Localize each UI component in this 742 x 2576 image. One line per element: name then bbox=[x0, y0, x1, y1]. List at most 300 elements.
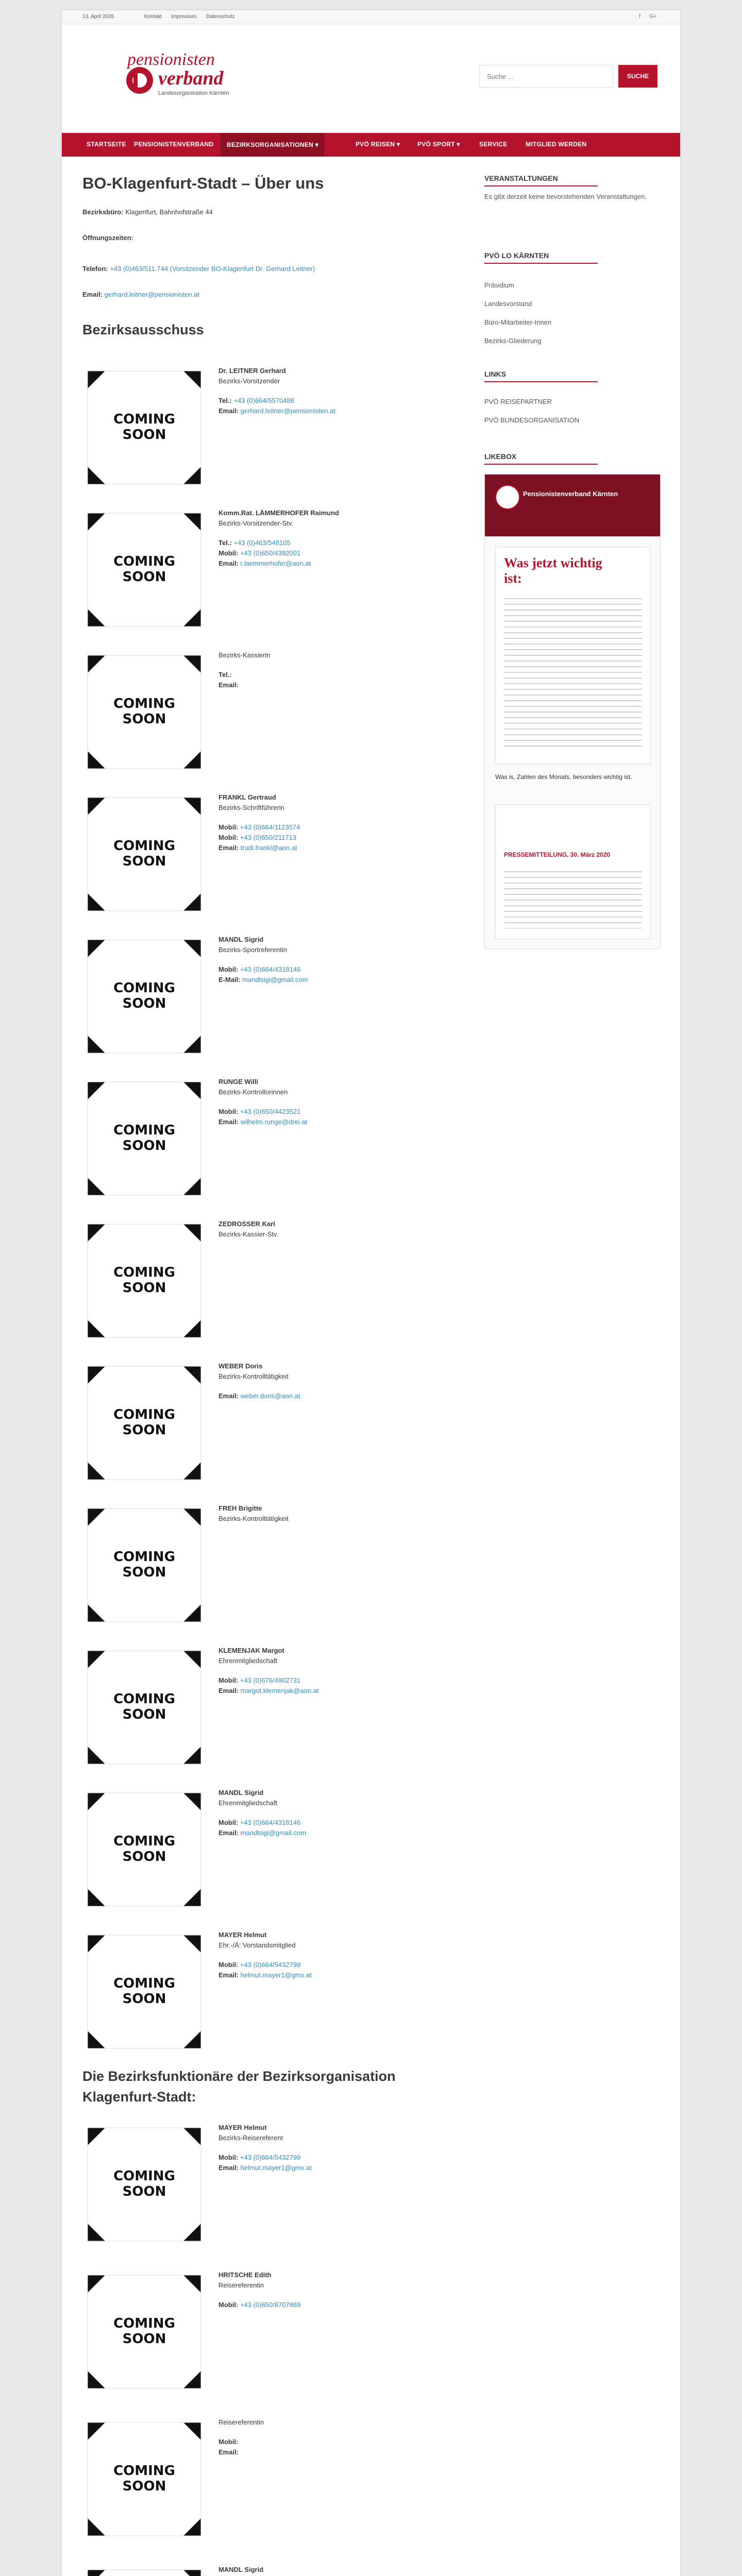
member-role: Bezirks-Kassier-Stv. bbox=[218, 1230, 279, 1238]
corner-mark bbox=[88, 655, 105, 673]
corner-mark bbox=[88, 1082, 105, 1099]
contact-line bbox=[218, 1686, 528, 1696]
member-info bbox=[218, 2565, 528, 2576]
contact-line bbox=[218, 833, 528, 843]
corner-mark bbox=[88, 371, 105, 388]
member-card bbox=[82, 2123, 536, 2257]
logo-graphic bbox=[120, 46, 275, 103]
contact-label: Email: bbox=[218, 681, 239, 689]
contact-line bbox=[218, 1117, 528, 1127]
topbar-link-impressum[interactable]: Impressum bbox=[171, 14, 197, 20]
sidebar-link-landesvorstand[interactable]: Landesvorstand bbox=[484, 300, 532, 308]
contact-label: E-Mail: bbox=[218, 976, 241, 984]
member-name: ZEDROSSER Karl bbox=[218, 1220, 275, 1228]
corner-mark bbox=[88, 513, 105, 531]
member-card bbox=[82, 366, 536, 500]
contact-label: Tel.: bbox=[218, 671, 232, 679]
topbar-link-datenschutz[interactable]: Datenschutz bbox=[206, 14, 235, 20]
member-card bbox=[82, 2565, 536, 2576]
sidebar-likebox-title: LIKEBOX bbox=[484, 452, 598, 465]
section-title-bezirksausschuss: Bezirksausschuss bbox=[82, 322, 204, 337]
nav-pvo-reisen-label: PVÖ REISEN bbox=[356, 141, 395, 148]
contact-value[interactable]: +43 (0)650/4392001 bbox=[240, 549, 301, 557]
coming-soon-placeholder bbox=[82, 1077, 206, 1200]
coming-soon-placeholder bbox=[82, 1503, 206, 1627]
email-label: Email: bbox=[82, 291, 103, 298]
coming-soon-line2: SOON bbox=[122, 854, 166, 869]
member-card bbox=[82, 935, 536, 1069]
member-card bbox=[82, 1503, 536, 1637]
nav-bezirksorganisationen-label: BEZIRKSORGANISATIONEN bbox=[227, 141, 314, 148]
coming-soon-line1: COMING bbox=[113, 1407, 175, 1422]
coming-soon-line2: SOON bbox=[122, 1849, 166, 1865]
member-photo bbox=[82, 508, 206, 632]
contact-value[interactable]: +43 (0)463/548105 bbox=[233, 539, 291, 547]
member-name: WEBER Doris bbox=[218, 1362, 263, 1370]
contact-value[interactable]: helmut.mayer1@gmx.at bbox=[240, 2164, 312, 2172]
fb-post-headline: Was jetzt wichtig ist: bbox=[504, 555, 602, 586]
logo-line2: verband bbox=[158, 67, 224, 89]
member-card bbox=[82, 792, 536, 926]
member-role: Bezirks-Schriftführerin bbox=[218, 804, 284, 811]
coming-soon-line2: SOON bbox=[122, 1422, 166, 1438]
member-photo bbox=[82, 1077, 206, 1200]
contact-value[interactable]: +43 (0)664/5570488 bbox=[233, 397, 294, 404]
nav-pensionistenverband[interactable]: PENSIONISTENVERBAND bbox=[134, 141, 214, 148]
corner-mark bbox=[183, 1082, 201, 1099]
sidebar-links-title: LINKS bbox=[484, 370, 598, 382]
member-photo bbox=[82, 366, 206, 489]
fb-page-name[interactable]: Pensionistenverband Kärnten bbox=[523, 490, 618, 498]
coming-soon-line1: COMING bbox=[113, 2316, 175, 2331]
placeholder-frame bbox=[88, 2570, 201, 2576]
member-role: Bezirks-Vorsitzender bbox=[218, 377, 280, 385]
member-info bbox=[218, 1503, 528, 1533]
contact-value[interactable]: +43 (0)664/4318146 bbox=[240, 1819, 301, 1826]
contact-label: Mobil: bbox=[218, 2301, 239, 2309]
contact-value[interactable]: +43 (0)650/4423521 bbox=[240, 1108, 301, 1115]
member-info bbox=[218, 935, 528, 985]
corner-mark bbox=[183, 940, 201, 957]
corner-mark bbox=[88, 1935, 105, 1953]
member-card bbox=[82, 2417, 536, 2551]
contact-line bbox=[218, 2163, 528, 2173]
member-info bbox=[218, 1219, 528, 1249]
contact-value[interactable]: +43 (0)650/8707869 bbox=[240, 2301, 301, 2309]
corner-mark bbox=[183, 2031, 201, 2048]
corner-mark bbox=[183, 2518, 201, 2536]
search-input[interactable] bbox=[479, 65, 613, 88]
coming-soon-line2: SOON bbox=[122, 1280, 166, 1296]
sidebar-pvo-title: PVÖ LO KÄRNTEN bbox=[484, 251, 598, 264]
contact-line bbox=[218, 1391, 528, 1401]
corner-mark bbox=[183, 2371, 201, 2388]
corner-mark bbox=[183, 1604, 201, 1622]
contact-label: Tel.: bbox=[218, 397, 232, 404]
sidebar-events-title: VERANSTALTUNGEN bbox=[484, 174, 598, 187]
corner-mark bbox=[88, 467, 105, 484]
coming-soon-line2: SOON bbox=[122, 711, 166, 727]
hours-label-text: Öffnungszeiten: bbox=[82, 234, 133, 242]
coming-soon-placeholder bbox=[82, 1219, 206, 1343]
member-photo bbox=[82, 935, 206, 1058]
coming-soon-line2: SOON bbox=[122, 2184, 166, 2199]
coming-soon-placeholder bbox=[82, 1361, 206, 1485]
contact-line bbox=[218, 558, 528, 569]
office-info bbox=[82, 208, 213, 216]
member-role: Reisereferentin bbox=[218, 2281, 264, 2289]
contact-value[interactable]: +43 (0)650/211713 bbox=[240, 834, 297, 841]
contact-line bbox=[218, 548, 528, 558]
phone-link[interactable]: +43 (0)463/511.744 (Vorsitzender BO-Klagenfurt Dr. Gerhard Leitner) bbox=[110, 265, 315, 273]
contact-label: Email: bbox=[218, 1687, 239, 1694]
coming-soon-line2: SOON bbox=[122, 427, 166, 443]
sidebar-link-bezirke[interactable]: Bezirks-Gliederung bbox=[484, 337, 542, 345]
member-role: Bezirks-Kassierin bbox=[218, 651, 271, 659]
contact-line bbox=[218, 2300, 528, 2310]
fb-post2-text-lines bbox=[504, 867, 642, 928]
coming-soon-line2: SOON bbox=[122, 1991, 166, 2007]
member-info bbox=[218, 1361, 528, 1401]
member-photo bbox=[82, 650, 206, 774]
contact-line bbox=[218, 1828, 528, 1838]
member-photo bbox=[82, 1788, 206, 1911]
member-role: Bezirks-Reisereferent bbox=[218, 2134, 283, 2142]
contact-value[interactable]: margot.klemenjak@aon.at bbox=[240, 1687, 319, 1694]
corner-mark bbox=[88, 1604, 105, 1622]
coming-soon-placeholder bbox=[82, 1788, 206, 1911]
member-photo bbox=[82, 2123, 206, 2246]
corner-mark bbox=[183, 1320, 201, 1337]
corner-mark bbox=[88, 1793, 105, 1810]
contact-label: Email: bbox=[218, 407, 239, 415]
contact-label: Email: bbox=[218, 844, 239, 852]
nav-service[interactable]: SERVICE bbox=[479, 141, 508, 148]
member-card bbox=[82, 650, 536, 784]
contact-label: Tel.: bbox=[218, 539, 232, 547]
coming-soon-line1: COMING bbox=[113, 412, 175, 427]
coming-soon-line1: COMING bbox=[113, 1976, 175, 1991]
member-photo bbox=[82, 1503, 206, 1627]
corner-mark bbox=[88, 2371, 105, 2388]
corner-mark bbox=[183, 1036, 201, 1053]
corner-mark bbox=[183, 1224, 201, 1242]
member-photo bbox=[82, 1361, 206, 1485]
email-info bbox=[82, 291, 199, 298]
corner-mark bbox=[88, 2031, 105, 2048]
fb-post-image bbox=[495, 547, 651, 764]
contact-label: Mobil: bbox=[218, 1961, 239, 1969]
corner-mark bbox=[183, 1793, 201, 1810]
member-role: Bezirks-Vorsitzender-Stv. bbox=[218, 519, 293, 527]
topbar-link-kontakt[interactable]: Kontakt bbox=[144, 14, 162, 20]
phone-info bbox=[82, 265, 315, 273]
corner-mark bbox=[183, 467, 201, 484]
member-role: Bezirks-Sportreferentin bbox=[218, 946, 287, 954]
member-info bbox=[218, 2270, 528, 2310]
coming-soon-placeholder bbox=[82, 650, 206, 774]
member-info bbox=[218, 2123, 528, 2173]
member-photo bbox=[82, 1219, 206, 1343]
member-card bbox=[82, 508, 536, 642]
corner-mark bbox=[88, 2275, 105, 2293]
contact-label: Email: bbox=[218, 1392, 239, 1400]
corner-mark bbox=[88, 2224, 105, 2241]
contact-line bbox=[218, 406, 528, 416]
member-role: Ehrenmitgliedschaft bbox=[218, 1657, 278, 1665]
corner-mark bbox=[183, 1366, 201, 1384]
top-bar bbox=[62, 10, 680, 24]
sidebar-link-reisepartner[interactable]: PVÖ REISEPARTNER bbox=[484, 398, 552, 405]
member-name: MANDL Sigrid bbox=[218, 936, 264, 943]
contact-line bbox=[218, 1970, 528, 1980]
contact-label: Email: bbox=[218, 560, 239, 567]
coming-soon-line1: COMING bbox=[113, 1549, 175, 1565]
member-name: HRITSCHE Edith bbox=[218, 2271, 272, 2279]
contact-line bbox=[218, 1960, 528, 1970]
member-photo bbox=[82, 2565, 206, 2576]
contact-value[interactable]: weber.doris@aon.at bbox=[240, 1392, 300, 1400]
coming-soon-line1: COMING bbox=[113, 1123, 175, 1138]
contact-line bbox=[218, 1818, 528, 1828]
corner-mark bbox=[183, 1509, 201, 1526]
corner-mark bbox=[183, 1462, 201, 1480]
member-info bbox=[218, 508, 528, 569]
contact-line bbox=[218, 396, 528, 406]
member-role: Ehrenmitgliedschaft bbox=[218, 1799, 278, 1807]
coming-soon-line2: SOON bbox=[122, 1707, 166, 1722]
corner-mark bbox=[88, 1366, 105, 1384]
member-name: KLEMENJAK Margot bbox=[218, 1647, 284, 1654]
corner-mark bbox=[88, 751, 105, 769]
member-info bbox=[218, 792, 528, 853]
logo-tagline: Landesorganisation Kärnten bbox=[158, 90, 229, 96]
contact-label: Mobil: bbox=[218, 965, 239, 973]
facebook-icon[interactable]: f bbox=[639, 13, 641, 20]
contact-value[interactable]: +43 (0)664/1123574 bbox=[240, 823, 300, 831]
coming-soon-placeholder bbox=[82, 2270, 206, 2394]
contact-line bbox=[218, 2437, 528, 2447]
sidebar-link-buero[interactable]: Büro-Mitarbeiter-Innen bbox=[484, 318, 552, 326]
coming-soon-line1: COMING bbox=[113, 838, 175, 854]
member-card bbox=[82, 1930, 536, 2064]
corner-mark bbox=[88, 893, 105, 911]
contact-label: Mobil: bbox=[218, 1676, 239, 1684]
member-photo bbox=[82, 1646, 206, 1769]
corner-mark bbox=[183, 2224, 201, 2241]
corner-mark bbox=[88, 2570, 105, 2576]
nav-pvo-reisen[interactable]: PVÖ REISEN ▾ bbox=[356, 141, 400, 148]
coming-soon-line1: COMING bbox=[113, 980, 175, 996]
member-card bbox=[82, 1077, 536, 1211]
member-name: MANDL Sigrid bbox=[218, 2566, 264, 2573]
sidebar-events-text: Es gibt derzeit keine bevorstehenden Veranstaltungen. bbox=[484, 193, 647, 200]
coming-soon-line2: SOON bbox=[122, 569, 166, 585]
nav-bezirksorganisationen[interactable]: BEZIRKSORGANISATIONEN ▾ bbox=[221, 133, 325, 157]
contact-label: Email: bbox=[218, 2448, 239, 2456]
coming-soon-line2: SOON bbox=[122, 1138, 166, 1154]
contact-value[interactable]: +43 (0)664/5432799 bbox=[240, 1961, 301, 1969]
logo-line1: pensionisten bbox=[127, 50, 215, 69]
page-container bbox=[62, 10, 680, 2576]
corner-mark bbox=[88, 609, 105, 626]
contact-line bbox=[218, 975, 528, 985]
phone-label: Telefon: bbox=[82, 265, 108, 273]
member-name: Dr. LEITNER Gerhard bbox=[218, 367, 286, 375]
member-role: Bezirks-Kontrollorinnen bbox=[218, 1088, 288, 1096]
hours-label bbox=[82, 234, 133, 242]
coming-soon-placeholder bbox=[82, 935, 206, 1058]
contact-label: Email: bbox=[218, 1971, 239, 1979]
contact-line bbox=[218, 1107, 528, 1117]
corner-mark bbox=[88, 1036, 105, 1053]
contact-value[interactable]: trudi.frankl@aon.at bbox=[240, 844, 297, 852]
coming-soon-line1: COMING bbox=[113, 1691, 175, 1707]
coming-soon-line1: COMING bbox=[113, 2168, 175, 2184]
coming-soon-placeholder bbox=[82, 1646, 206, 1769]
contact-value[interactable]: mandlsigi@gmail.com bbox=[240, 1829, 306, 1837]
fb-page-avatar bbox=[495, 485, 520, 510]
corner-mark bbox=[88, 1509, 105, 1526]
member-photo bbox=[82, 792, 206, 916]
coming-soon-line2: SOON bbox=[122, 2479, 166, 2494]
nav-mitglied-werden[interactable]: MITGLIED WERDEN bbox=[526, 141, 587, 148]
corner-mark bbox=[88, 1320, 105, 1337]
member-name: MANDL Sigrid bbox=[218, 1789, 264, 1797]
corner-mark bbox=[183, 371, 201, 388]
contact-line bbox=[218, 822, 528, 833]
contact-value[interactable]: +43 (0)664/4318146 bbox=[240, 965, 301, 973]
contact-line bbox=[218, 538, 528, 548]
sidebar-link-bundesorganisation[interactable]: PVÖ BUNDESORGANISATION bbox=[484, 416, 579, 424]
member-info bbox=[218, 2417, 528, 2458]
coming-soon-line2: SOON bbox=[122, 996, 166, 1011]
corner-mark bbox=[183, 1935, 201, 1953]
coming-soon-placeholder bbox=[82, 1930, 206, 2054]
member-card bbox=[82, 1788, 536, 1922]
coming-soon-line1: COMING bbox=[113, 1265, 175, 1280]
member-card bbox=[82, 1646, 536, 1780]
contact-value[interactable]: r.laemmerhofer@aon.at bbox=[240, 560, 311, 567]
member-card bbox=[82, 1361, 536, 1495]
corner-mark bbox=[88, 798, 105, 815]
coming-soon-placeholder bbox=[82, 2417, 206, 2541]
member-name: Komm.Rat. LÄMMERHOFER Raimund bbox=[218, 509, 339, 517]
corner-mark bbox=[88, 1178, 105, 1195]
contact-label: Mobil: bbox=[218, 1108, 239, 1115]
fb-post2-image bbox=[495, 804, 651, 939]
nav-pvo-sport-label: PVÖ SPORT bbox=[417, 141, 455, 148]
member-info bbox=[218, 1930, 528, 1980]
corner-mark bbox=[88, 1224, 105, 1242]
section-title-funktionaere: Die Bezirksfunktionäre der Bezirksorganisation Klagenfurt-Stadt: bbox=[82, 2069, 396, 2105]
site-logo[interactable] bbox=[120, 46, 275, 103]
coming-soon-line1: COMING bbox=[113, 696, 175, 711]
office-value: Klagenfurt, Bahnhofstraße 44 bbox=[125, 208, 213, 216]
member-info bbox=[218, 1077, 528, 1127]
corner-mark bbox=[183, 1889, 201, 1906]
contact-line bbox=[218, 680, 528, 690]
member-name: FRANKL Gertraud bbox=[218, 793, 276, 801]
coming-soon-placeholder bbox=[82, 2123, 206, 2246]
coming-soon-line2: SOON bbox=[122, 2331, 166, 2347]
facebook-likebox[interactable] bbox=[484, 474, 661, 949]
corner-mark bbox=[88, 1747, 105, 1764]
corner-mark bbox=[183, 1747, 201, 1764]
nav-pvo-sport[interactable]: PVÖ SPORT ▾ bbox=[417, 141, 460, 148]
coming-soon-placeholder bbox=[82, 792, 206, 916]
contact-label: Email: bbox=[218, 2164, 239, 2172]
corner-mark bbox=[88, 1651, 105, 1668]
contact-label: Mobil: bbox=[218, 2438, 239, 2446]
member-photo bbox=[82, 2417, 206, 2541]
fb-post-text-lines bbox=[504, 594, 642, 748]
corner-mark bbox=[88, 1889, 105, 1906]
coming-soon-line1: COMING bbox=[113, 2463, 175, 2479]
contact-value[interactable]: +43 (0)676/4902731 bbox=[240, 1676, 301, 1684]
contact-value[interactable]: gerhard.leitner@pensionisten.at bbox=[240, 407, 336, 415]
contact-line bbox=[218, 843, 528, 853]
corner-mark bbox=[183, 2128, 201, 2145]
corner-mark bbox=[183, 751, 201, 769]
member-role: Reisereferentin bbox=[218, 2418, 264, 2426]
coming-soon-line1: COMING bbox=[113, 554, 175, 569]
corner-mark bbox=[88, 1462, 105, 1480]
coming-soon-placeholder bbox=[82, 366, 206, 489]
member-name: MAYER Helmut bbox=[218, 1931, 267, 1939]
contact-label: Email: bbox=[218, 1829, 239, 1837]
corner-mark bbox=[183, 1178, 201, 1195]
sidebar-link-praesidium[interactable]: Präsidium bbox=[484, 281, 514, 289]
contact-value[interactable]: wilhelm.runge@drei.at bbox=[240, 1118, 308, 1126]
contact-value[interactable]: mandlsigi@gmail.com bbox=[242, 976, 308, 984]
contact-value[interactable]: helmut.mayer1@gmx.at bbox=[240, 1971, 312, 1979]
fb-press-title: PRESSEMITTEILUNG, 30. März 2020 bbox=[504, 851, 611, 858]
coming-soon-line1: COMING bbox=[113, 1834, 175, 1849]
main-navigation bbox=[62, 133, 680, 157]
contact-label: Mobil: bbox=[218, 834, 239, 841]
member-card bbox=[82, 2270, 536, 2404]
email-link[interactable]: gerhard.leitner@pensionisten.at bbox=[104, 291, 200, 298]
nav-startseite[interactable]: STARTSEITE bbox=[87, 141, 126, 148]
corner-mark bbox=[183, 2275, 201, 2293]
coming-soon-placeholder bbox=[82, 508, 206, 632]
member-info bbox=[218, 650, 528, 690]
member-photo bbox=[82, 2270, 206, 2394]
member-photo bbox=[82, 1930, 206, 2054]
contact-line bbox=[218, 964, 528, 975]
office-label: Bezirksbüro: bbox=[82, 208, 124, 216]
member-name: FREH Brigitte bbox=[218, 1504, 262, 1512]
contact-label: Mobil: bbox=[218, 823, 239, 831]
current-date: 13. April 2026 bbox=[82, 14, 114, 20]
corner-mark bbox=[88, 2518, 105, 2536]
corner-mark bbox=[88, 2422, 105, 2440]
googleplus-icon[interactable]: G+ bbox=[649, 13, 657, 20]
contact-label: Mobil: bbox=[218, 2154, 239, 2161]
contact-label: Email: bbox=[218, 1118, 239, 1126]
coming-soon-placeholder bbox=[82, 2565, 206, 2576]
fb-post-caption: Was is, Zahlen des Monats, besonders wichtig ist. bbox=[495, 773, 632, 781]
member-info bbox=[218, 366, 528, 416]
corner-mark bbox=[88, 2128, 105, 2145]
corner-mark bbox=[183, 513, 201, 531]
corner-mark bbox=[183, 893, 201, 911]
contact-line bbox=[218, 1675, 528, 1686]
search-button[interactable]: SUCHE bbox=[618, 65, 657, 88]
member-name: MAYER Helmut bbox=[218, 2124, 267, 2131]
contact-value[interactable]: +43 (0)664/5432799 bbox=[240, 2154, 301, 2161]
